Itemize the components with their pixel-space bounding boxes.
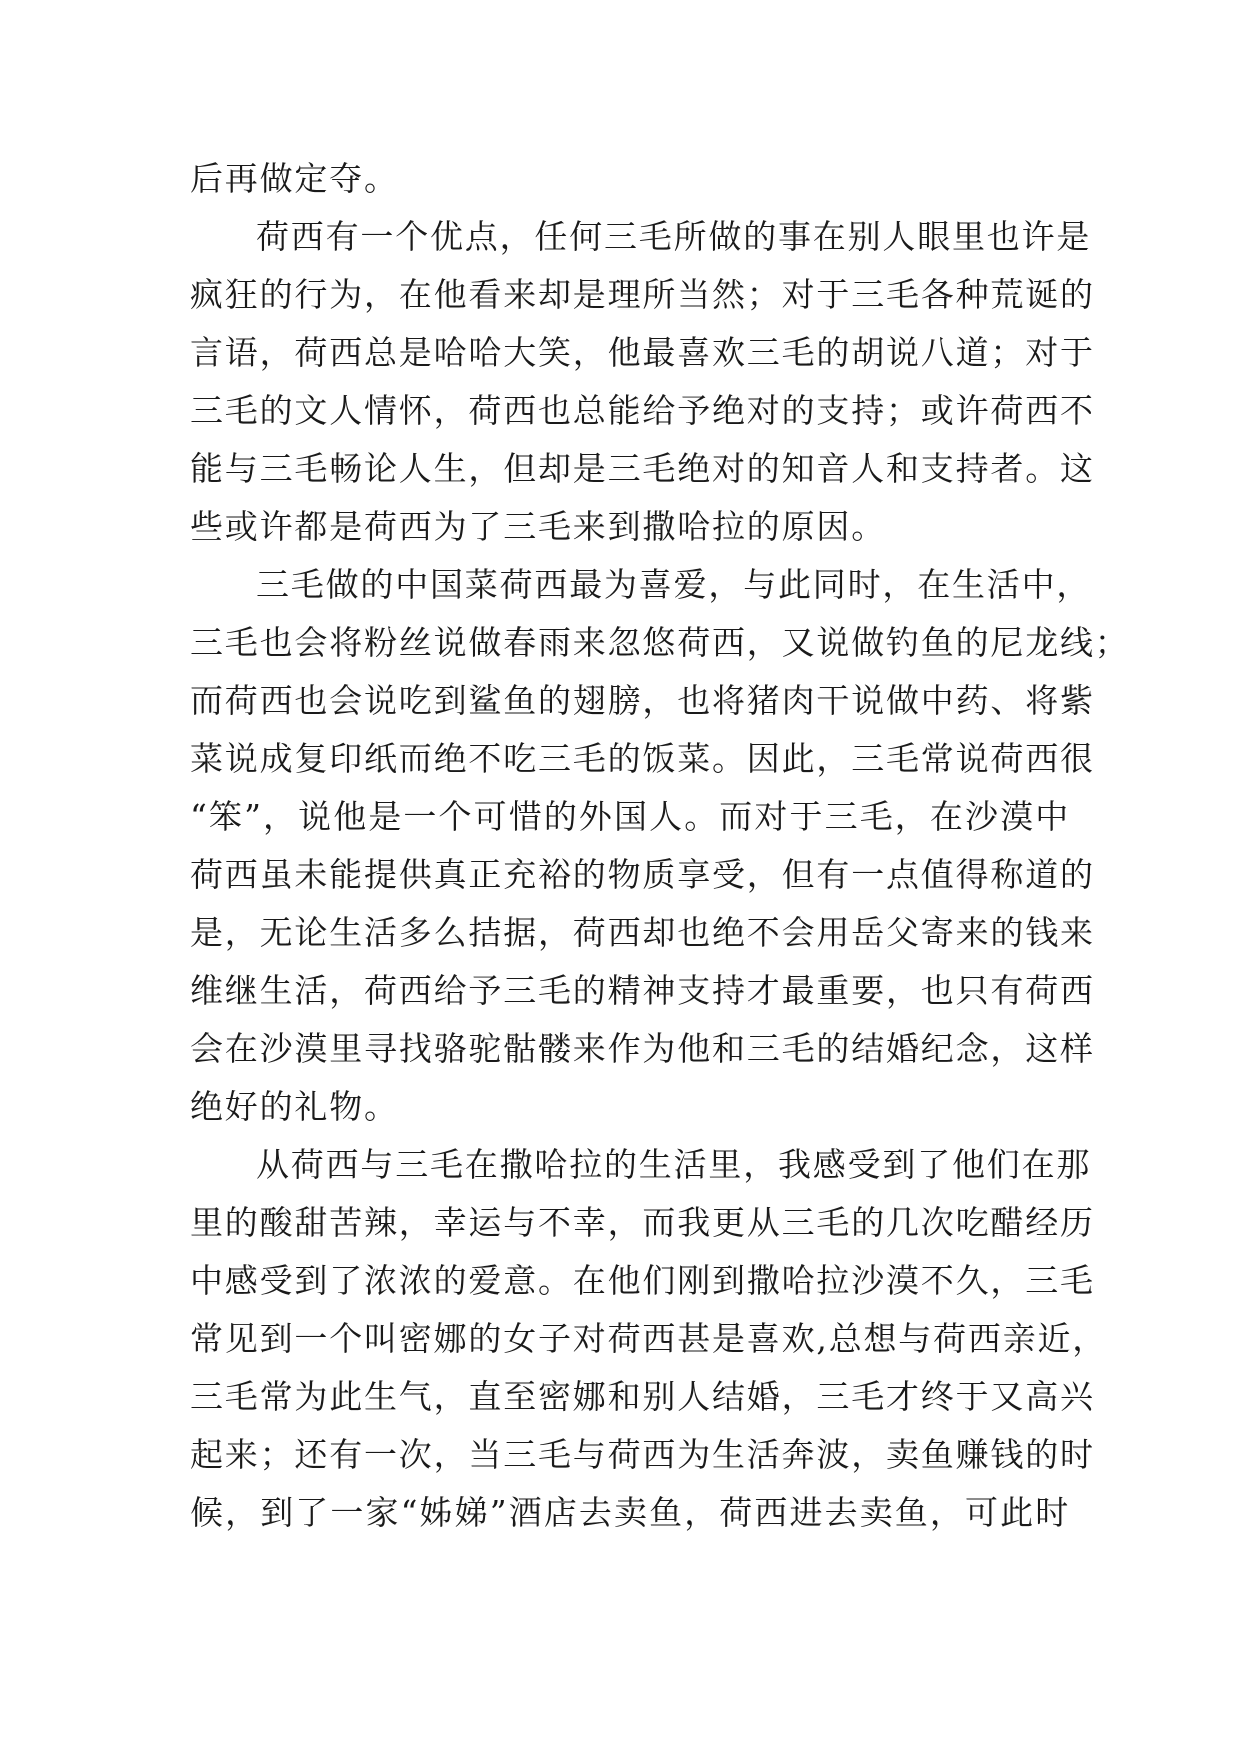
text-line: 是，无论生活多么拮据，荷西却也绝不会用岳父寄来的钱来 (190, 913, 1095, 952)
text-line: 常见到一个叫密娜的女子对荷西甚是喜欢,总想与荷西亲近， (190, 1319, 1108, 1358)
text-line: 三毛也会将粉丝说做春雨来忽悠荷西，又说做钓鱼的尼龙线； (190, 623, 1130, 662)
text-line: 而荷西也会说吃到鲨鱼的翅膀，也将猪肉干说做中药、将紫 (190, 681, 1095, 720)
text-line: 荷西虽未能提供真正充裕的物质享受，但有一点值得称道的 (190, 855, 1095, 894)
text-line: 起来；还有一次，当三毛与荷西为生活奔波，卖鱼赚钱的时 (190, 1435, 1095, 1474)
text-line: 三毛做的中国菜荷西最为喜爱，与此同时，在生活中， (256, 565, 1092, 604)
text-line: 能与三毛畅论人生，但却是三毛绝对的知音人和支持者。这 (190, 449, 1095, 488)
text-line: 菜说成复印纸而绝不吃三毛的饭菜。因此，三毛常说荷西很 (190, 739, 1095, 778)
text-line: 言语，荷西总是哈哈大笑，他最喜欢三毛的胡说八道；对于 (190, 333, 1095, 372)
text-line: 疯狂的行为，在他看来却是理所当然；对于三毛各种荒诞的 (190, 275, 1095, 314)
text-line: 中感受到了浓浓的爱意。在他们刚到撒哈拉沙漠不久，三毛 (190, 1261, 1095, 1300)
text-line: “笨”，说他是一个可惜的外国人。而对于三毛，在沙漠中 (190, 797, 1070, 836)
text-line: 后再做定夺。 (190, 159, 399, 198)
text-line: 会在沙漠里寻找骆驼骷髅来作为他和三毛的结婚纪念，这样 (190, 1029, 1095, 1068)
text-line: 些或许都是荷西为了三毛来到撒哈拉的原因。 (190, 507, 886, 546)
body-text (190, 150, 1130, 1542)
text-line: 三毛的文人情怀，荷西也总能给予绝对的支持；或许荷西不 (190, 391, 1095, 430)
text-line: 荷西有一个优点，任何三毛所做的事在别人眼里也许是 (256, 217, 1092, 256)
text-line: 候，到了一家“姊娣”酒店去卖鱼，荷西进去卖鱼，可此时 (190, 1493, 1070, 1532)
text-line: 维继生活，荷西给予三毛的精神支持才最重要，也只有荷西 (190, 971, 1095, 1010)
text-line: 绝好的礼物。 (190, 1087, 399, 1126)
text-line: 里的酸甜苦辣，幸运与不幸，而我更从三毛的几次吃醋经历 (190, 1203, 1095, 1242)
text-line: 从荷西与三毛在撒哈拉的生活里，我感受到了他们在那 (256, 1145, 1092, 1184)
text-line: 三毛常为此生气，直至密娜和别人结婚，三毛才终于又高兴 (190, 1377, 1095, 1416)
